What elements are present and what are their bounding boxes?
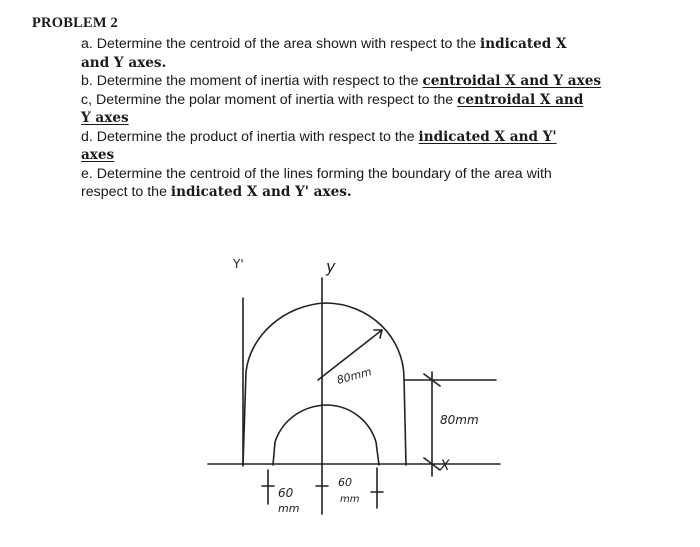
outer-boundary: [243, 303, 406, 465]
right-width-label-bottom: mm: [340, 494, 360, 505]
item-c-emph2: Y axes: [81, 110, 129, 126]
left-width-label-top: 60: [278, 486, 294, 500]
item-a-text: a. Determine the centroid of the area shown with respect to the: [81, 36, 481, 52]
item-b-text: b. Determine the moment of inertia with respect to the: [81, 73, 423, 89]
item-a-emph2: and Y axes.: [81, 54, 167, 71]
radius-label: 80mm: [335, 365, 374, 387]
left-width-label-bottom: mm: [278, 502, 300, 515]
inner-boundary: [273, 405, 379, 465]
item-d-emph2: axes: [81, 147, 115, 163]
figure-labels: [232, 257, 479, 515]
y-label: y: [326, 257, 336, 276]
item-a-emph: indicated X: [480, 36, 567, 52]
y-prime-label: Y': [233, 257, 244, 271]
height-label: 80mm: [440, 413, 479, 427]
item-e-text2: respect to the: [81, 184, 171, 200]
right-width-label-top: 60: [338, 476, 352, 489]
problem-title: PROBLEM 2: [32, 15, 118, 31]
item-c-emph: centroidal X and: [457, 91, 584, 108]
item-b-emph: centroidal X and Y axes: [422, 73, 602, 89]
item-c-text: c, Determine the polar moment of inertia with respect to the: [81, 91, 458, 108]
item-d-emph: indicated X and Y': [418, 128, 557, 145]
item-d-text: d. Determine the product of inertia with respect to the: [81, 128, 419, 145]
item-e-text: e. Determine the centroid of the lines forming the boundary of the area with: [81, 165, 552, 182]
item-e-emph: indicated X and Y' axes.: [170, 184, 352, 200]
x-label: X: [440, 458, 450, 474]
